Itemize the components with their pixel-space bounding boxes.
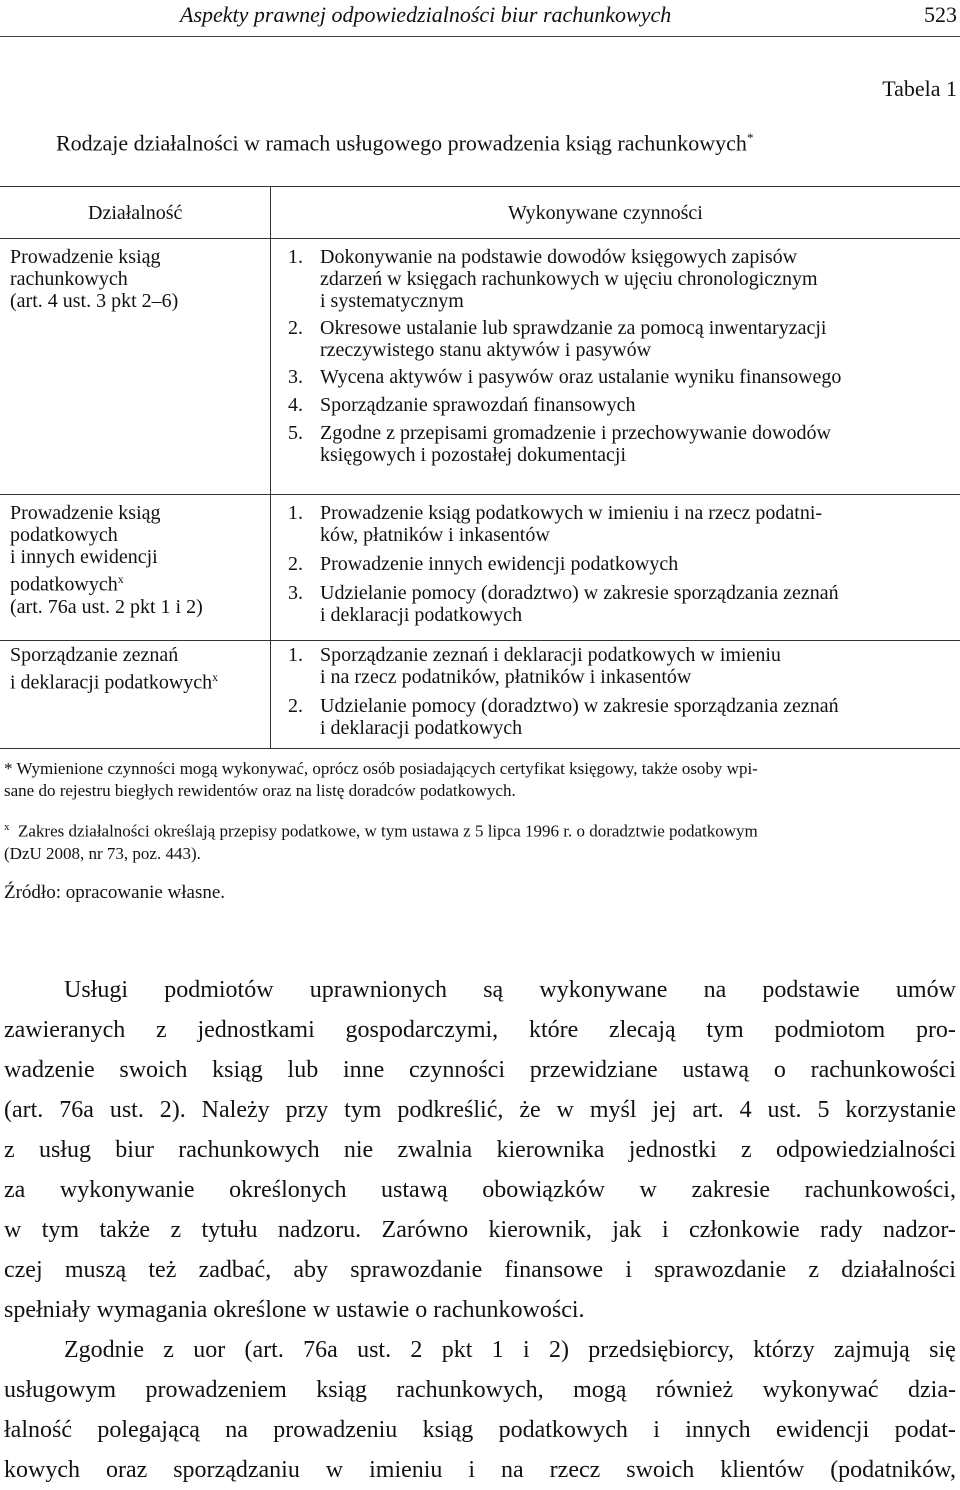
activity-line: Prowadzenie ksiąg — [10, 246, 161, 268]
word: przy — [285, 1097, 329, 1123]
task-number: 4. — [288, 394, 303, 416]
word: i — [522, 1337, 530, 1363]
word: finansowe — [504, 1257, 604, 1283]
word: innych — [685, 1417, 751, 1443]
activity-line: rachunkowych — [10, 268, 128, 290]
word: zlecają — [609, 1017, 676, 1043]
word: z — [808, 1257, 820, 1283]
word: rachunkowych, — [396, 1377, 544, 1403]
body-line — [4, 1330, 956, 1370]
body-line — [4, 970, 956, 1010]
word: 76a — [59, 1097, 94, 1123]
word: muszą — [64, 1257, 127, 1283]
word: podmiotów — [164, 977, 274, 1003]
word: którzy — [753, 1337, 815, 1363]
task-line: Udzielanie pomocy (doradztwo) w zakresie sporządzania zeznań — [320, 582, 839, 604]
word: podmiotom — [774, 1017, 886, 1043]
word: pro- — [915, 1017, 956, 1043]
body-line — [4, 1210, 956, 1250]
word: z — [156, 1017, 167, 1043]
word: usługowym — [4, 1377, 117, 1403]
table-top-rule — [0, 186, 960, 187]
word: członkowie — [688, 1217, 800, 1243]
task-item — [288, 644, 958, 688]
activity-line-text: podatkowych — [10, 573, 118, 596]
task-item — [288, 422, 958, 466]
body-line — [4, 1370, 956, 1410]
task-line: i na rzecz podatników, płatników i inkasentów — [320, 666, 692, 688]
word: korzystanie — [845, 1097, 956, 1123]
word: 2) — [548, 1337, 569, 1363]
tasks-cell-1 — [288, 246, 958, 466]
word: Zarówno — [381, 1217, 469, 1243]
word: swoich — [119, 1057, 188, 1083]
word: sprawozdanie — [350, 1257, 483, 1283]
task-number: 3. — [288, 366, 303, 388]
word: i — [661, 1217, 669, 1243]
body-text — [4, 970, 956, 1490]
word: zadbać, — [198, 1257, 272, 1283]
word: wykonywane — [539, 977, 668, 1003]
word: podkreślić, — [397, 1097, 504, 1123]
row-divider-1 — [0, 494, 960, 495]
word: ust. — [357, 1337, 392, 1363]
body-line — [4, 1450, 956, 1490]
word: i — [625, 1257, 632, 1283]
task-line: Zgodne z przepisami gromadzenie i przechowywanie dowodów — [320, 422, 831, 444]
word: 2). — [159, 1097, 186, 1123]
word: także — [99, 1217, 151, 1243]
page-number: 523 — [924, 2, 957, 27]
word: (art. — [244, 1337, 284, 1363]
word: sprawozdanie — [654, 1257, 787, 1283]
activity-line — [10, 568, 265, 596]
footnote-star — [4, 758, 956, 802]
word: tytułu — [201, 1217, 258, 1243]
footnote-x-mark: x — [4, 821, 10, 833]
table-title-text: Rodzaje działalności w ramach usługowego prowadzenia ksiąg rachunkowych — [56, 130, 747, 156]
column-header-tasks: Wykonywane czynności — [508, 202, 703, 224]
word: inne — [342, 1057, 385, 1083]
word: że — [519, 1097, 541, 1123]
word: rady — [819, 1217, 863, 1243]
word: ksiąg — [316, 1377, 367, 1403]
word: oraz — [105, 1457, 148, 1483]
word: zwalnia — [397, 1137, 473, 1163]
word: ust. — [767, 1097, 802, 1123]
word: mogą — [573, 1377, 627, 1403]
task-item — [288, 394, 958, 416]
word: jak — [612, 1217, 642, 1243]
word: za — [4, 1177, 26, 1203]
footnote-mark-x: x — [212, 670, 219, 684]
word: podatkowych — [498, 1417, 628, 1443]
word: 76a — [303, 1337, 338, 1363]
word: usług — [38, 1137, 91, 1163]
word: rzecz — [549, 1457, 601, 1483]
word: rachunkowości, — [804, 1177, 956, 1203]
task-item — [288, 695, 958, 739]
table-label: Tabela 1 — [882, 76, 957, 101]
task-line: i deklaracji podatkowych — [320, 717, 523, 739]
task-number: 3. — [288, 582, 303, 604]
body-line — [4, 1090, 956, 1130]
task-item — [288, 317, 958, 361]
word: w — [4, 1217, 22, 1243]
word: 2 — [410, 1337, 423, 1363]
task-line: Udzielanie pomocy (doradztwo) w zakresie sporządzania zeznań — [320, 695, 839, 717]
word: tym — [706, 1017, 744, 1043]
task-number: 1. — [288, 644, 303, 666]
word: z — [170, 1217, 182, 1243]
word: 1 — [491, 1337, 504, 1363]
word: tym — [344, 1097, 382, 1123]
word: zawieranych — [4, 1017, 126, 1043]
task-line: Prowadzenie innych ewidencji podatkowych — [320, 553, 679, 575]
word: swoich — [626, 1457, 695, 1483]
word: imieniu — [369, 1457, 443, 1483]
word: rachunkowości — [810, 1057, 956, 1083]
activity-line: (art. 76a ust. 2 pkt 1 i 2) — [10, 595, 203, 618]
word: podstawie — [762, 977, 860, 1003]
column-divider — [270, 186, 271, 748]
footnote-mark-x: x — [117, 572, 124, 586]
word: czynności — [409, 1057, 505, 1083]
word: działalności — [841, 1257, 956, 1283]
word: w — [556, 1097, 574, 1123]
word: na — [225, 1417, 248, 1443]
table-bottom-rule — [0, 748, 960, 749]
word: zakresie — [691, 1177, 771, 1203]
footnote-x-text: Zakres działalności określają przepisy podatkowe, w tym ustawa z 5 lipca 1996 r. o doradztwie podatkowym — [18, 821, 758, 841]
word: sporządzaniu — [173, 1457, 300, 1483]
task-item — [288, 366, 958, 388]
task-item — [288, 502, 958, 546]
word: nie — [343, 1137, 374, 1163]
word: jednostkami — [197, 1017, 315, 1043]
activity-line: i innych ewidencji — [10, 546, 158, 568]
word: podat- — [894, 1417, 956, 1443]
word: Zgodnie — [64, 1337, 144, 1363]
body-line — [4, 1010, 956, 1050]
word: na — [703, 977, 727, 1003]
word: pkt — [441, 1337, 473, 1363]
table-title — [56, 130, 753, 156]
word: uprawnionych — [309, 977, 448, 1003]
running-header — [0, 0, 960, 37]
word: są — [483, 977, 504, 1003]
task-line: i deklaracji podatkowych — [320, 604, 523, 626]
word: aby — [293, 1257, 329, 1283]
word: nadzoru. — [277, 1217, 362, 1243]
word: odpowiedzialności — [776, 1137, 956, 1163]
tasks-cell-2 — [288, 502, 958, 626]
word: biur — [115, 1137, 154, 1163]
word: kierownika — [496, 1137, 605, 1163]
word: przedsiębiorcy, — [588, 1337, 734, 1363]
task-line: rzeczywistego stanu aktywów i pasywów — [320, 339, 652, 361]
activity-cell-1 — [10, 246, 265, 312]
word: polegającą — [97, 1417, 200, 1443]
activity-cell-2 — [10, 502, 265, 618]
word: (podatników, — [830, 1457, 956, 1483]
body-line: spełniały wymagania określone w ustawie o rachunkowości. — [4, 1297, 585, 1323]
tasks-cell-3 — [288, 644, 958, 739]
body-line — [4, 1250, 956, 1290]
word: i — [468, 1457, 476, 1483]
word: na — [501, 1457, 524, 1483]
table-header-rule — [0, 238, 960, 239]
task-line: Sporządzanie sprawozdań finansowych — [320, 394, 636, 416]
word: jej — [652, 1097, 677, 1123]
word: wykonywać — [762, 1377, 879, 1403]
word: o — [773, 1057, 786, 1083]
task-item — [288, 246, 958, 312]
word: klientów — [720, 1457, 805, 1483]
task-line: Sporządzanie zeznań i deklaracji podatkowych w imieniu — [320, 644, 781, 666]
task-line: ków, płatników i inkasentów — [320, 524, 550, 546]
word: art. — [692, 1097, 724, 1123]
word: czej — [4, 1257, 43, 1283]
task-number: 5. — [288, 422, 303, 444]
task-line: księgowych i pozostałej dokumentacji — [320, 444, 627, 466]
task-number: 2. — [288, 553, 303, 575]
word: lub — [287, 1057, 319, 1083]
word: w — [639, 1177, 657, 1203]
task-item — [288, 582, 958, 626]
word: określonych — [229, 1177, 347, 1203]
word: 5 — [817, 1097, 830, 1123]
word: obowiązków — [482, 1177, 605, 1203]
word: z — [4, 1137, 15, 1163]
word: z — [741, 1137, 752, 1163]
task-number: 1. — [288, 246, 303, 268]
body-line — [4, 1050, 956, 1090]
task-line: i systematycznym — [320, 290, 464, 312]
word: ustawą — [682, 1057, 750, 1083]
word: gospodarczymi, — [345, 1017, 499, 1043]
task-line: Prowadzenie ksiąg podatkowych w imieniu i na rzecz podatni- — [320, 502, 823, 524]
task-number: 2. — [288, 317, 303, 339]
row-divider-2 — [0, 640, 960, 641]
word: ust. — [109, 1097, 144, 1123]
body-line — [4, 1170, 956, 1210]
word: dzia- — [908, 1377, 956, 1403]
activity-line-text: i deklaracji podatkowych — [10, 671, 213, 694]
footnote-line: * Wymienione czynności mogą wykonywać, oprócz osób posiadających certyfikat księgowy, także osoby wpi- — [4, 759, 758, 778]
footnote-line — [4, 816, 956, 843]
task-line: Dokonywanie na podstawie dowodów księgowych zapisów — [320, 246, 798, 268]
task-line: Wycena aktywów i pasywów oraz ustalanie wyniku finansowego — [320, 366, 842, 388]
footnote-line: (DzU 2008, nr 73, poz. 443). — [4, 843, 201, 863]
word: też — [148, 1257, 177, 1283]
word: kierownik, — [488, 1217, 592, 1243]
word: zajmują — [833, 1337, 910, 1363]
task-number: 2. — [288, 695, 303, 717]
task-item — [288, 553, 958, 575]
word: myśl — [589, 1097, 637, 1123]
table-source: Źródło: opracowanie własne. — [4, 882, 226, 903]
word: jednostki — [628, 1137, 717, 1163]
word: ustawą — [381, 1177, 448, 1203]
word: Należy — [201, 1097, 270, 1123]
activity-line: Prowadzenie ksiąg — [10, 502, 161, 524]
word: ewidencji — [775, 1417, 870, 1443]
word: i — [653, 1417, 660, 1443]
word: Usługi — [64, 977, 129, 1003]
activity-line — [10, 666, 265, 694]
task-number: 1. — [288, 502, 303, 524]
word: również — [655, 1377, 734, 1403]
word: umów — [895, 977, 956, 1003]
word: wadzenie — [4, 1057, 95, 1083]
task-line: zdarzeń w księgach rachunkowych w ujęciu chronologicznym — [320, 268, 818, 290]
word: łalność — [4, 1417, 72, 1443]
word: 4 — [739, 1097, 752, 1123]
activity-line: Sporządzanie zeznań — [10, 644, 179, 666]
word: nadzor- — [883, 1217, 956, 1243]
word: kowych — [4, 1457, 80, 1483]
word: ksiąg — [212, 1057, 263, 1083]
word: w — [325, 1457, 344, 1483]
word: prowadzeniu — [273, 1417, 398, 1443]
word: uor — [193, 1337, 226, 1363]
footnote-x — [4, 816, 956, 865]
word: rachunkowych — [178, 1137, 320, 1163]
word: prowadzeniem — [145, 1377, 287, 1403]
task-line: Okresowe ustalanie lub sprawdzanie za pomocą inwentaryzacji — [320, 317, 827, 339]
body-line — [4, 1410, 956, 1450]
word: tym — [41, 1217, 80, 1243]
activity-line: podatkowych — [10, 524, 118, 546]
footnote-line: sane do rejestru biegłych rewidentów oraz na listę doradców podatkowych. — [4, 781, 516, 800]
table-title-mark: * — [746, 130, 754, 145]
running-title: Aspekty prawnej odpowiedzialności biur rachunkowych — [180, 2, 672, 27]
word: przewidziane — [529, 1057, 658, 1083]
word: które — [528, 1017, 579, 1043]
column-header-activity: Działalność — [88, 202, 183, 224]
activity-line: (art. 4 ust. 3 pkt 2–6) — [10, 290, 179, 312]
word: wykonywanie — [59, 1177, 195, 1203]
body-line — [4, 1130, 956, 1170]
word: się — [929, 1337, 956, 1363]
word: (art. — [4, 1097, 44, 1123]
word: ksiąg — [422, 1417, 474, 1443]
activity-cell-3 — [10, 644, 265, 694]
word: z — [163, 1337, 174, 1363]
